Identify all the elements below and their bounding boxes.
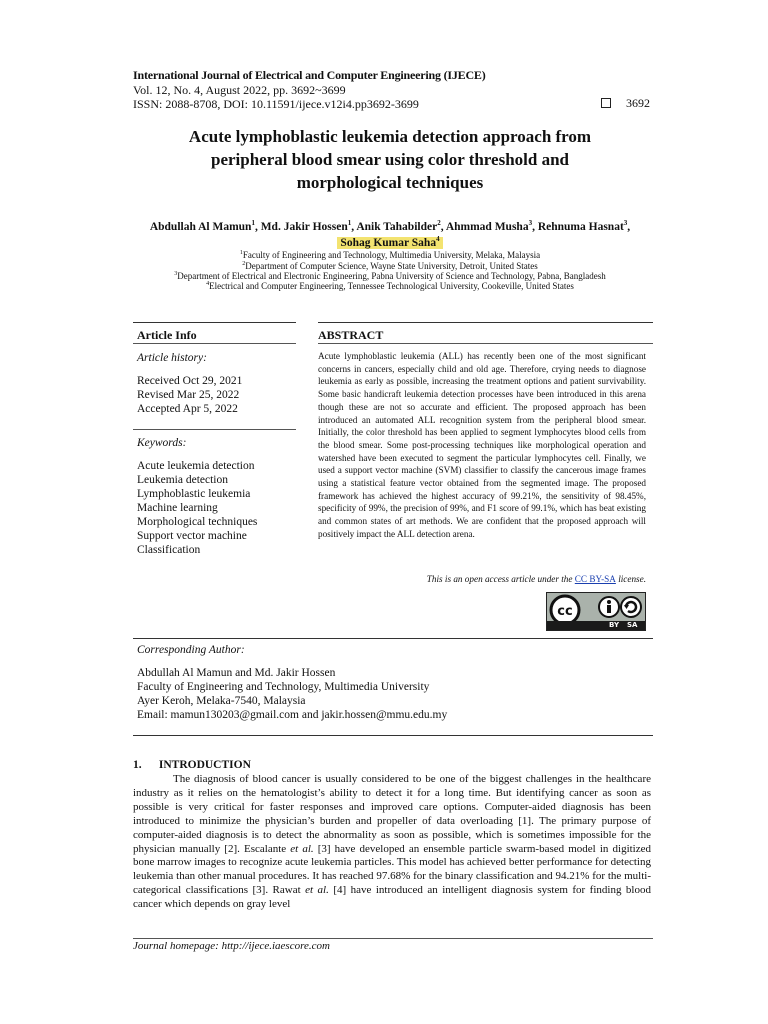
corresponding-address: Ayer Keroh, Melaka-7540, Malaysia [137,695,306,707]
section-heading: 1. INTRODUCTION [133,759,251,771]
issn-doi: ISSN: 2088-8708, DOI: 10.11591/ijece.v12i4.pp3692-3699 [133,97,419,111]
title-line: peripheral blood smear using color threshold and [211,150,569,169]
square-icon [601,98,611,108]
svg-text:cc: cc [557,604,573,619]
affiliation-sup: 2 [242,261,246,267]
divider [133,343,296,344]
author-sup: 4 [436,235,440,243]
affiliation [110,281,670,291]
received-date: Received Oct 29, 2021 [137,375,243,387]
license-prefix: This is an open access article under the [426,574,575,584]
keyword: Acute leukemia detection [137,460,255,472]
keyword: Classification [137,544,201,556]
title-line: Acute lymphoblastic leukemia detection approach from [188,127,592,146]
keyword: Machine learning [137,502,218,514]
affiliation-sup: 1 [239,250,243,256]
highlighted-author [337,237,442,249]
page-number: 3692 [626,96,650,110]
corresponding-faculty: Faculty of Engineering and Technology, Multimedia University [137,681,430,693]
keyword: Morphological techniques [137,516,258,528]
author-name: , Rehnuma Hasnat [532,220,624,233]
cc-by-sa-badge[interactable] [546,592,646,631]
divider [318,322,653,323]
author-sup: 1 [251,219,255,227]
affiliation [110,271,670,281]
text-run: [4] have introduced an intelligent diagnosis system for finding blood cancer which depends on gray level [133,884,651,911]
author-name: , Ahmmad Musha [440,220,529,233]
corresponding-email: Email: mamun130203@gmail.com and jakir.hossen@mmu.edu.my [137,709,448,721]
corresponding-names: Abdullah Al Mamun and Md. Jakir Hossen [137,667,336,679]
text-run: [3] have developed an ensemble particle swarm-based model in digitized bone marrow images to recognize acute leukemia particles. This model has achieved better performance for detecting leukemia than other manual procedures. It has reached 97.68% for the binary classification and 94.21% for the multi-categorical classifications [3]. Rawat [133,842,651,897]
divider [133,429,296,430]
author-list [130,219,650,233]
affiliation-sup: 3 [174,271,178,277]
divider [318,343,653,344]
introduction-body [133,773,651,912]
affiliation-text: Faculty of Engineering and Technology, Multimedia University, Melaka, Malaysia [242,250,541,260]
keyword: Leukemia detection [137,474,229,486]
corresponding-author-block [137,666,447,722]
author-name: , Anik Tahabilder [351,220,438,233]
license-statement [318,574,646,584]
accepted-date: Accepted Apr 5, 2022 [137,403,238,415]
affiliation-text: Department of Computer Science, Wayne State University, Detroit, United States [245,261,538,271]
affiliation [110,250,670,260]
text-run: et al. [290,842,314,855]
divider [133,938,653,939]
affiliation [110,261,670,271]
author-name: , Md. Jakir Hossen [254,220,348,233]
keywords-label: Keywords: [137,437,187,449]
revised-date: Revised Mar 25, 2022 [137,389,240,401]
text-run: et al. [305,884,329,897]
badge-sa-label: SA [627,621,638,629]
license-suffix: license. [615,574,646,584]
title-line: morphological techniques [296,173,484,192]
author-sup: 1 [347,219,352,227]
keyword: Lymphoblastic leukemia [137,488,251,500]
author-sup: 3 [623,219,628,227]
affiliation-text: Electrical and Computer Engineering, Tennessee Technological University, Cookeville, United States [209,281,574,291]
journal-homepage[interactable]: Journal homepage: http://ijece.iaescore.com [133,940,330,952]
author-separator: , [627,220,631,233]
author-sup: 2 [437,219,441,227]
author-list-line2 [130,235,650,249]
article-history-label: Article history: [137,352,207,364]
divider [133,735,653,736]
journal-name: International Journal of Electrical and Computer Engineering (IJECE) [133,68,486,82]
affiliation-text: Department of Electrical and Electronic Engineering, Pabna University of Science and Technology, Pabna, Bangladesh [177,271,606,281]
divider [133,322,296,323]
text-run: The diagnosis of blood cancer is usually considered to be one of the biggest challenges in the healthcare industry as it relies on the hematologist’s ability to detect it for a long time. But identifying cancer as soon as possible is very critical for faster responses and improved care options. Computer-aided diagnosis has been introduced to minimize the physician’s burden and propeller of data overloading [1]. The primary purpose of computer-aided diagnosis is to detect the abnormality as soon as possible, which is sometimes impossible for the physician manually [2]. Escalante [133,773,651,855]
author-name: Sohag Kumar Saha [340,236,437,249]
author-name: Abdullah Al Mamun [149,220,252,233]
volume-info: Vol. 12, No. 4, August 2022, pp. 3692~3699 [133,83,346,97]
abstract-text: Acute lymphoblastic leukemia (ALL) has recently been one of the most significant concerns in cancers, especially child and old age. Therefore, crying needs to diagnose leukemia as early as possible, increasing the treatment options and patient survivability. Some basic handicraft leukemia detection processes have been introduced in this arena though these are not so accurate and efficient. The proposed approach has been introduced an automated ALL recognition system from the peripheral blood smear. Initially, the color threshold has been applied to segment lymphocytes blood cells from the blood smear. Some post-processing techniques like morphological operation and watershed have been executed to segment the particular lymphocytes cell. Finally, we used a support vector machine (SVM) classifier to classify the cancerous image frames using a statistical feature vector obtained from the segmented image. The proposed framework has achieved the highest accuracy of 99.21%, the sensitivity of 98.45%, specificity of 99%, the precision of 99%, and F1 score of 99.1%, which has beat existing and common states of art methods. We are confident that the proposed approach will positively impact the ALL detection arena. [318,351,646,539]
corresponding-author-label: Corresponding Author: [137,644,245,656]
badge-by-label: BY [609,621,620,629]
article-info-heading: Article Info [137,328,197,342]
cc-by-sa-link[interactable]: CC BY-SA [574,574,616,584]
affiliation-sup: 4 [206,281,210,287]
divider [133,638,653,639]
abstract-heading: ABSTRACT [318,328,384,342]
author-sup: 3 [528,219,533,227]
paper-title [130,125,650,194]
keyword: Support vector machine [137,530,247,542]
paragraph [133,773,651,912]
